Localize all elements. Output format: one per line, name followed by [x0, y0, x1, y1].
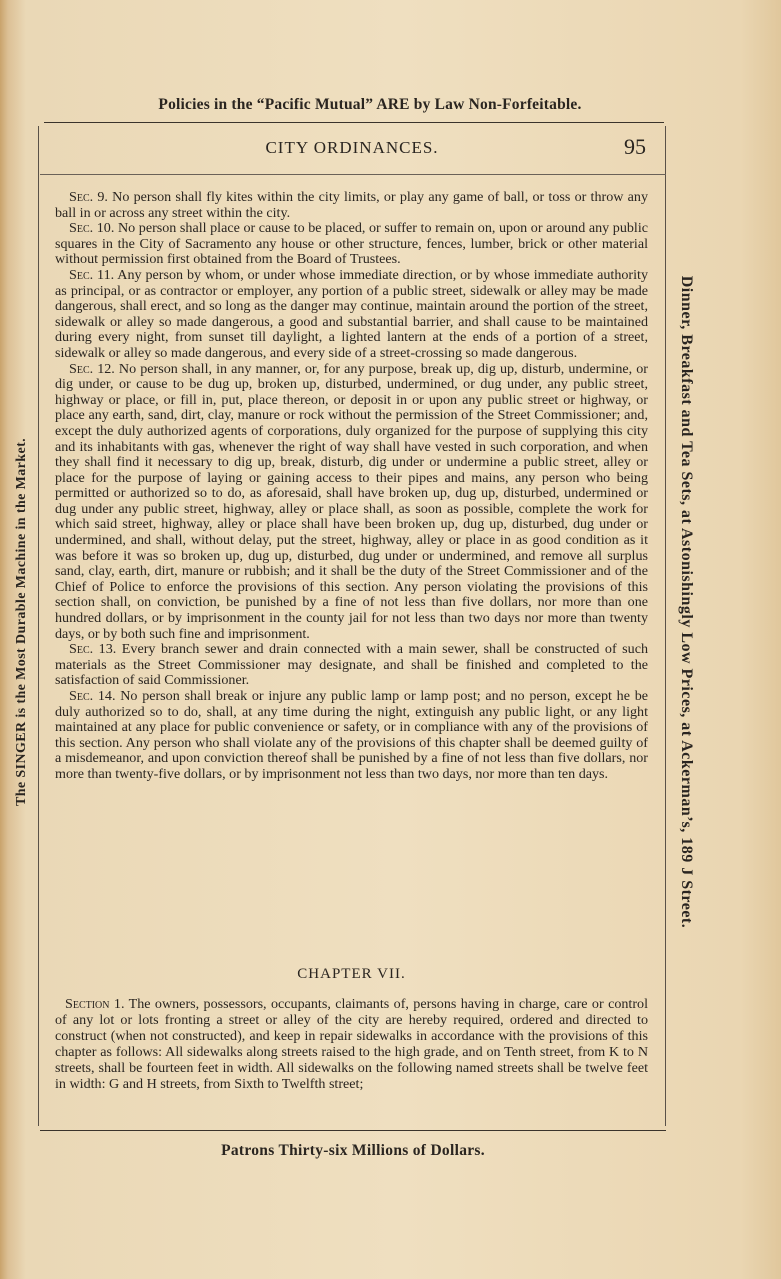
section-label: Sec. 9.	[69, 189, 108, 205]
top-margin-advertisement: Policies in the “Pacific Mutual” ARE by Law Non-Forfeitable.	[158, 96, 582, 113]
ordinance-sections	[55, 190, 648, 783]
section-paragraph	[55, 689, 648, 783]
section-paragraph	[55, 362, 648, 643]
bottom-rule	[40, 1130, 666, 1131]
section-paragraph	[55, 190, 648, 221]
left-margin-advertisement: The SINGER is the Most Durable Machine in the Market.	[14, 437, 29, 807]
chapter-section	[55, 996, 648, 1092]
top-rule	[44, 122, 664, 123]
section-paragraph	[55, 221, 648, 268]
section-text: No person shall break or injure any public lamp or lamp post; and no person, except he be duly authorized so to do, shall, at any time during the night, extinguish any public light, or any light maintained at any place for public convenience or safety, or in compliance with any of the provisions of this section. Any person who shall violate any of the provisions of this chapter shall be deemed guilty of a misdemeanor, and upon conviction thereof shall be punished by a fine of not less than five dollars, nor more than twenty-five dollars, or by imprisonment not less than two days, nor more than ten days.	[55, 688, 648, 782]
section-label: Sec. 11.	[69, 266, 115, 283]
bottom-margin-advertisement: Patrons Thirty-six Millions of Dollars.	[221, 1142, 485, 1159]
section-paragraph	[55, 268, 648, 362]
right-margin-advertisement: Dinner, Breakfast and Tea Sets, at Astonishingly Low Prices, at Ackerman’s, 189 J Street.	[678, 275, 695, 929]
running-title: CITY ORDINANCES.	[265, 138, 439, 157]
section-label: Sec. 10.	[69, 220, 115, 237]
header-rule	[40, 174, 666, 175]
section-label: Section 1.	[65, 996, 125, 1012]
section-label: Sec. 12.	[69, 360, 115, 377]
section-paragraph	[55, 996, 648, 1092]
section-label: Sec. 14.	[69, 688, 116, 704]
section-text: No person shall, in any manner, or, for any purpose, break up, dig up, disturb, undermine, or dig under, or cause to be dug up, broken up, disturbed, undermined, or dug under, any public street, highway or place, or fill in, put, place thereon, or deposit in or upon any public street or highway, or place any earth, sand, dirt, clay, manure or rock without the permission of the Street Commissioner; and, except the duly authorized agents of corporations, duly organized for the purpose of supplying this city and its inhabitants with gas, whenever the right of way shall have vested in such corporation, and when they shall find it necessary to dig up, break, disturb, dig under or undermine a public street, alley or place for the purpose of laying or gaining access to their pipes and mains, any person who being permitted or authorized so to do, as aforesaid, shall have broken up, dug up, disturbed, undermined or dug under any public street, highway, alley or place shall, as soon as possible, complete the work for which said street, highway, alley or place shall have been broken up, dug up, disturbed, dug under or undermined, and shall, without delay, put the street, highway, alley or place in as good condition as it was before it was so broken up, dug up, disturbed, dug under or undermined, and remove all surplus sand, clay, earth, dirt, manure or rubbish; and it shall be the duty of the Street Commissioner and of the Chief of Police to enforce the provisions of this section. Any person violating the provisions of this section shall, on conviction, be punished by a fine of not less than five dollars, nor more than one hundred dollars, or by imprisonment in the county jail for not less than two days nor more than twenty days, or by both such fine and imprisonment.	[55, 360, 648, 642]
section-paragraph	[55, 642, 648, 689]
chapter-heading: CHAPTER VII.	[297, 966, 406, 982]
section-text: The owners, possessors, occupants, claimants of, persons having in charge, care or control of any lot or lots fronting a street or alley of the city are hereby required, ordered and directed to construct (when not constructed), and keep in repair sidewalks in accordance with the provisions of this chapter as follows: All sidewalks along streets raised to the high grade, and on Tenth street, from K to N streets, shall be fourteen feet in width. All sidewalks on the following named streets shall be twelve feet in width: G and H streets, from Sixth to Twelfth street;	[55, 996, 648, 1092]
section-text: Every branch sewer and drain connected with a main sewer, shall be constructed of such materials as the Street Commissioner may designate, and shall be finished and completed to the satisfaction of said Commissioner.	[55, 641, 649, 689]
running-head	[56, 134, 648, 162]
section-text: Any person by whom, or under whose immediate direction, or by whose immediate authority as principal, or as contractor or employer, any portion of a public street, sidewalk or alley may be made dangerous, shall erect, and so long as the danger may continue, maintain around the portion of the street, sidewalk or alley so made dangerous, a good and substantial barrier, and shall cause to be maintained during every night, from sunset till daylight, a lighted lantern at the ends of a portion of a street, sidewalk or alley so made dangerous, and every side of a street-crossing so made dangerous.	[55, 266, 648, 361]
page-number: 95	[624, 134, 646, 159]
section-label: Sec. 13.	[69, 641, 117, 658]
section-text: No person shall place or cause to be placed, or suffer to remain on, upon or around any public squares in the City of Sacramento any house or other structure, fences, lumber, brick or other material without permission first obtained from the Board of Trustees.	[55, 220, 649, 268]
section-text: No person shall fly kites within the city limits, or play any game of ball, or toss or throw any ball in or across any street within the city.	[55, 189, 649, 221]
